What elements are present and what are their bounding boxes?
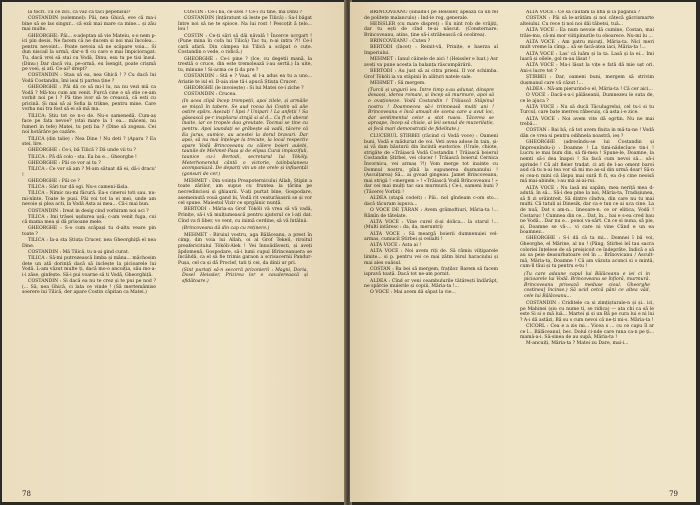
dialogue-paragraph: MEHMET : Ianul câinele de aici ! (Heissler e luat.) Asr aveți va pune acesta la balanța răscumpărării.	[364, 57, 498, 68]
dialogue-paragraph: ALTA VOCE : Să meargă boierii dumnenuiei vel-armas, cumucil Știrbei și ceilalti !	[364, 231, 498, 243]
dialogue-paragraph: ALTA VOCE : Ea num nevoie dă cumine, Costan, mai trăie-mu, că-mi mor viitipinurile tu oboarece. Nu-mi lu ...	[520, 27, 654, 39]
dialogue-paragraph: COSTAN : Ba bei să mergem, fraților. Barem să facem ispravă toată. Dacă tot ne-am pornit.	[364, 266, 498, 278]
dialogue-paragraph: ALDEA (stapă codeit) : Păi.. nol gîndeam c-om sto... dacă tăcuram iupuva...	[364, 196, 498, 207]
dialogue-paragraph: BRINCOVEANU : Cuten ?	[370, 39, 431, 45]
dialogue-paragraph: ALTA VOCE : Asta ai !	[370, 243, 422, 249]
dialogue-paragraph: GHEORGHE (adresîndu-se lui Costandin și împreunîndu-i) : Doamne ! La timi-nădecîuce tin-i ! Lucru ie mai bum din, să fii-mea ! Spune-le, Doamne, la nemti să-i dea înapoi ! Sa facă cum nevoi să... să-i aprinde ! Că alt fleier tradat. ci ati de l-ao oment baroi aud că tu n-ai tea vor să mi mo as-ul din urmă doar! Să-n ei cea-n mini că lăspu mai sură fi fi, ea d-ș cine neoisă mă mai-abinde, i-au mă ai-ai-rui.	[520, 140, 654, 185]
dialogue-paragraph: TILICA : Sări tur dă ogi. Nu-s cameni-lăsla.	[28, 184, 129, 190]
dialogue-paragraph: ALDEA : Cînd or veni ceambulurile tătărești îndărăpt, ne spărcie muierile și copiii, Măria-ta !...	[364, 278, 498, 290]
right-page-column-2	[520, 10, 654, 480]
dialogue-paragraph: MEHMET : Să mergem.	[370, 80, 426, 86]
dialogue-paragraph: ALTA VOCE : Noi avem vite dă ogrtin. Nu ne mai trebă...	[520, 116, 654, 128]
dialogue-paragraph: O VOCE DE ȚĂRAN : Avem grămoftiuri, Măria-ta !... Rămîn de tătelate.	[364, 207, 498, 219]
dialogue-paragraph: CICORL : Cea e a zis mi... Vicea s ... cu ce capu îl ar ce l... Bălăceanul, bec. Dolul ci-nde care rana ca-n pe ți... mamă-a-i. Să-sinea de au supă, Măria-ta !	[520, 323, 654, 341]
dialogue-paragraph: ALTA VOCE : Las' că luăm și la ta. Lasă și la ei... Imi luară și oilele, gol m-au lăsat !	[520, 51, 654, 63]
dialogue-paragraph: COSTANDIN : Stă e ? Vaai, el l-a adus ea tu a uno... Ariatie te iul el. D-aia zise tă-i apucă Știuța Crucer.	[178, 73, 312, 85]
dialogue-paragraph: MEHMET : Biruiul vostru, aga Bălăceanu, a prest în cimp, din voia lui Allah, oi al Grof Tekeli, riroitul preafericitului Tököli-Alek ! Vei înnoădăvesti, și aveți ăpdomenă, Gospodare, să-i lumi cupul Bîrinceanuera se încâhdă, ca el să fie trimis garaon a scrisacernii Pandur-Pușa, cel ca și dă Proclef, tati ți cei, da dinii ur pri.	[178, 232, 312, 266]
dialogue-paragraph: TILICA: Știu tot ce n-o de. Nu-o samenedă. Cum-aș face pe fata nevoe? (stai mare la 1 ea... măceni, nu fumeri in tefe) Matei, tu poți ba ? (Dine să zogeau. Cei noi hotărâre pe cazăre.	[22, 113, 156, 136]
stage-direction: (Tu care adaune capul lui Bălăceanu e iei ci in picioarele lui Vodă. Brincoveanu se înfioră, murmură. Brincoveanu privează meduse cioul. Gheorghe costinea] încinse.) Să ucid cetcă păni ce altea văd, cele lui Bălăceanu...	[524, 271, 650, 299]
dialogue-paragraph: TILICA : Să-mi putrezească limba și mâna... măchosim dete un ată dorință dacă să inclește la picioarele lui Vodă. L-am văzut multe ți, dacă mo-o ancoiția, său mo-a-i-i zăse, ginfește. Să-i pui voarne să ti Vodă, Gheorghiță.	[22, 256, 156, 278]
dialogue-paragraph: BRINCOVEANU (sinâdu-l pe Heissler, apeaza ca un fel de politețe malanculo) : Ind-le rog, generale.	[364, 10, 498, 21]
dialogue-paragraph: HEISSLER (cu mare dispreț) : Eu nint rob de vrăjiți, dar tu ești de cînd te-ai născut. (Consternare. Brincoveanu, atins, ține să-i străbească că ocolirea).	[364, 21, 498, 38]
dialogue-paragraph: ALTA VOCE : Ma-i lăsat la vițe e fată dă mie ușt ori. Ani-s lucre tot ?	[520, 63, 654, 74]
dialogue-paragraph: O VOCE : Dacă-s-a-i pălăseanii, Dumnezeu le suta de, ce le ajuca ?	[520, 93, 654, 104]
left-page	[2, 2, 346, 502]
stage-direction: (Turcii și ungurii ies. Între timp s-au adunat, dinspre desaoși, iderea romani, și încep să murmure, apoi să o ovaționeze. Vodă Costandin ! Trăiască Stăpinul nostru ! Doamnecea să-i trimneasă multi ani ! Brincoveanu e încă amușit de scena care a avut loc, dar sentimentul celor a stot rusos. Tăcerea se aproape, încep să chisie, ai îeii sensul de muzerilatie, ai fecă mari demonstrații de fidelitate.)	[368, 87, 494, 132]
dialogue-paragraph: COSTANDIN : Crucea.	[184, 91, 237, 97]
dialogue-paragraph: GHEORGHE : Păi ce vor ai tu ?	[28, 160, 101, 166]
right-page-column-1	[364, 10, 498, 480]
dialogue-paragraph: GHEORGHE : S-o cum scăpași tu d-altu veare pin toate ?	[22, 226, 156, 238]
dialogue-paragraph: COSTANDIN : Si dacă ea nu te crez și te pui pe nod ? (... Să, nea Ghică, ci lata ce vinde ! (Să mertemămise soerere lui Tilică, der apare Costin căpitan ca Matei.)	[22, 279, 156, 296]
dialogue-paragraph: ALTA VOCE : Am patru micuți, Măria-ta. Nici meri mult vreme la cîmp... să se facă-atea iaci, Măria-ta !...	[520, 39, 654, 51]
dialogue-paragraph: GHEORGHE : S-i dă câ ta mi... Domnei î bă voi, Gheorghe, el Mărine, al nu ! (Pâng, Știrbei leî tau sacra coloriei înțelese de să preișicoit ce îndeprăte, îndică o să au sa peie deasurbatoare cel în ... Brînovicanu / Ascult-mă, Măria-ta, Doamne ! Că am văzuta acunci si o mintă, cum-ll tăui și tu pentru e-tu !	[520, 236, 654, 270]
dialogue-paragraph: COSTANDIN (solemnel): Păi, nea Ghică, eve că ma-i bine să se las singur... că ezii mai mare ca mine... și zău mai multe.	[22, 16, 156, 33]
dialogue-paragraph: ALTA VOCE : Nu să ducă Tăculugrelui, cel tu-i si tu Turcul, care bate merreu răbecuiș, că asta i-e zice.	[520, 104, 654, 116]
stage-direction: (Brincoveanu dă din cap cu reținere.)	[182, 225, 270, 231]
dialogue-paragraph: TILICA : Pă dă colo - sta. Ea ba e... Gheorghe !	[28, 154, 137, 160]
dialogue-paragraph: CLUCERUL ȘTIRBEI (răcind ci Vodă voce) : Oameni buni, Vodă e măduriat de voi. Veti avea adose în tain, și-ai vă dam băuturii din încintă eustorice. (Urale, chiote, strigăte de «Trăiască Vodă Costandin ! Trăiască boierul Costandin Știrbei, vei clucer ! Trăiască boierul Cernica Învornicu, vei armaș ?!) Vom merge tot inainte cu Domnul nostru, pînă la supunerea dușmanului ! (Asculțarea) Să... ai gvoad gingeau. Jamet Brincoveanu, mai strigă ! «mergem » ! «Trăiască Vodă Brîncoveanu ! » dar cei mai mulți tac sau murmură.) Ce-i, oameni buni ? (Tăcere) Vorbiți !	[364, 134, 498, 195]
dialogue-paragraph: COSTANDIN : Stau să ea, nea Ghică ! ? Cu dacă lui Vodă Costandin, îmi ieai ți partea ține ?	[22, 73, 156, 84]
dialogue-paragraph: ALDEA : Nă-am pierurind-o el, Măria-ta ! Că cer aici...	[526, 86, 653, 92]
dialogue-paragraph: GHEORGHE : Ce-i pine ? (Ice, cu degetii mană, la trestiă o cruce, din este tremolează i-au sertii.) Ia uite, tu, minune ! Si-acma ce ți da pre ?	[178, 56, 312, 73]
dialogue-paragraph: TILICA : Ia-a sta Știuța Crucer, nea Gheorghiță el nea Dine.	[22, 238, 156, 249]
dialogue-paragraph: ALTA VOCE : Nu lasă mi sapăm, mea neriță mea d-adută, în să... Să-i dea pine la noi, Măria-ta, Tradișiunea, să fi zi orăintreit. Să dintre cîndva, din care nu tu mai multi. Că tatuli ai Dinesik, dar ca e tun ce ai uca cine. La de nuă, Dat s am-n... lineoare-n. ce or elitica, Vodă ! Costaruc ! Cumnea din ce... Dat, în... bai e s-ea cred bau ne Vodă... Dar nu e... ponoi va-sărt. Cn ce si nuna, să pie, și, Doamne se vă-... vi care ni vine Când e un ea boamnez..	[520, 185, 654, 236]
dialogue-paragraph: ȘTIRBEI : Dar, oameni buni, mergem să strivim dușmanul care vă căzut !...	[520, 75, 654, 86]
dialogue-paragraph: COSTANDIN : Ireat in desig cind vorbiram noi aci ?	[28, 208, 149, 214]
right-page-number: 79	[669, 490, 678, 498]
dialogue-paragraph: GHEORGHE: Păi... s-adeptan să vie Mateiu, s-o nem p-ici pin desis. Ne facem că ne ducem si noi mai încolea... pentru nevoint... Poate nevoia să ne scăpare voia... Si dun niscail la urmă, dar-o fi cu caro e mai împicioragat. Tu, dacă vrei să stai cu Vodă, Dinu, esu tu pe tisi însul. (Dinu:) Dar dacă viu, pe-ormă, eu îsengit, poate crișmă pe voei, și atî. Ce-ai? drept?	[22, 33, 156, 73]
dialogue-paragraph: GHEORGHE : Păi dă ce să mi-l lu, na nu vezi mă ca Vodă ? Mă-tou cum am venit. Furcă cine o să stie ce-am vorbit noi pe l ? Pă tine ivor să te crească, că esti cu pricină. Și mai să ai Sofia la trikne, pentru mine. Care vorba nui tra fost să ei să mă ma.	[22, 85, 156, 113]
dialogue-paragraph: TILICA : Nimic nu-mi făcură. Ea-s cineroi toti sau. nu-mi-nînte. Toate le pusi. Păi voi tot la ei mei, unde am nevoie și plea acti, la Vodă Asta ai mea... Că-i mai bun.	[22, 191, 156, 208]
dialogue-paragraph: TILICA (din talie) : Nea Dine ! Nu deti ? (Aparu ? Ea stei, lire.	[22, 136, 156, 148]
dialogue-paragraph: MEHMET : Din voința Preapoternicului Allah, Știpin a toate zărilor, am supus cu fruntea la țărina pe necredinciosi și ghiaurii. V-ați purtat bine, Gospodare, asemeinută vouă gand bi, Vodă rit veaturăsasrii se și vor cel spune. Maiestul Vizir ce sprgăinic nunță.	[178, 178, 312, 207]
dialogue-paragraph: COSTAN : Bai bă, că tot avem fluita in mă-ta-ne ! Vodă dăn ce vrea si pentru odihnela noastră, ieș ?	[520, 128, 654, 139]
dialogue-paragraph: ALTA VOCE : Ce să căutam la lifiă și la pagânia ?	[526, 10, 641, 15]
stage-direction: (Sint purtați să-n secorră prizonierii : Magni, Doria, Dosel Heissler, Prizirea lor e cavalereaacă și sfidătoare.)	[182, 267, 308, 284]
dialogue-paragraph: COSTIN : Ce-i bă, ce-avei ? Ce-i cu tine, mă Dinu ?	[184, 10, 303, 15]
dialogue-paragraph: BERTODI (încet) : Reinit-vă, Prinițe, e baerza al Imperiului.	[364, 45, 498, 56]
dialogue-paragraph: ALTA VOCE : Noi avem riți de. Să rămiu vilțiparele limite... si p. pentru vei ce mai zătm birul haraciului și mai ales ouăsul.	[364, 249, 498, 266]
left-page-column-2	[178, 10, 312, 480]
dialogue-paragraph: ALTA VOCE : Vine curel d-ai dolica... la starul !... (Multi intăresc : da, da, meruntri)	[364, 219, 498, 231]
left-page-column-1	[22, 10, 156, 480]
dialogue-paragraph: GHEORGHE : Păi ce ?	[28, 178, 80, 184]
dialogue-paragraph: COSTANDIN (înțăratunt să leste pe Tilică) : Sa-l băgat între noi să ne te spioce. Na lui rost ! Pescoțit ă țelo... lou !	[178, 16, 312, 33]
dialogue-paragraph: TILICA : Ce vor să am ? M-am sătuat dă ei, dă-i dracu' !	[22, 166, 156, 178]
stage-direction: (In acea clipă încep trompeții, apoi zilele, și armăile se mișcă în tabere. Se aud rocoa lui Costin să alie ostire spărs. Așezați ! lipsi ! Unipari ! La anfeții ! Sa găsească pe-r inspilarui strajă si al d... Ca ft el aberat înaite, iar ce tropele dau greutate. Tocmai se tine cu pentru. Apoi iaundați se grăbește să vadă, tăcere că Ea jurus, sumice, au acestei la dorul bravuri. Dar apoi, să nu mai înțelege la trecute, la local respectiv apare Vodă Brincoveanu cu călere boieri aulebi, taunile de Mehmet-Pașa și de elipsa Curai impiozifuli, taunice cu-i Bertodi, secretarul lui Tököly. Meterhonerelul cântă o victorie, taiinbalaneeu acompaniază. De deparți vin un ste orele și influențăi (gonsuri de cer.)	[182, 98, 308, 177]
dialogue-paragraph: COSTAN : Păi să le-arătăm și noi câtecă găcrismarte alteiului. Cu rece ți noi noi dăi tăbetsi, tuă...	[520, 16, 654, 27]
dialogue-paragraph: GHEORGHE : Ce-i, bă Tilică ? Dă unde vii tu ?	[28, 148, 136, 154]
dialogue-paragraph: M-ancuiți, Măria-ta ? Matei zu Dare, mai-i...	[526, 341, 629, 347]
left-page-number: 78	[22, 490, 31, 498]
dialogue-paragraph: BERTODI : Măria-sa Grof Tököli vă vrea să vă vadă, Prinițe, să-i vă mulțumească pentru ajutorul ce l-ați dat. Cînd va fi liber, vo vent, cu inimă cerdine, să vă întâlnii.	[178, 207, 312, 224]
dialogue-paragraph: GHEORGHE (le invoiește) : Si lui Matei ce-i ziche ?	[184, 85, 304, 91]
dialogue-paragraph: O VOCE : Mai avem dă săpat la vie...	[370, 290, 456, 296]
dialogue-paragraph: TILICA : Imi trăsei ușdurea ușă; c-am venit fuga, cui că mama mea și dă prisoane mele.	[22, 214, 156, 226]
dialogue-paragraph: COSTANDIN : Criditele ca si zimțișturale-n și și.. ici, pe Mahinei (șiu cu nume ti, se ridica) — ata chi ca să le este Si si o mă luă... Martei și si un Bă pe cura lui e ni lui ? A-i dă astăzi, Bă su s cum nevoi că ne-ți mi-s. Măria-ta !	[520, 301, 654, 323]
dialogue-paragraph: la tocri. Tu ce zici, că văz că taci pepenisul?	[28, 10, 131, 15]
dialogue-paragraph: COSTANDIN : Mă Tilică, tu n-ai gind curat.	[28, 250, 130, 256]
right-page	[350, 2, 696, 502]
dialogue-paragraph: BERTODI : Au just să ai citra prieni. Il vor schimba. Grof Tököli ia va stăpinii în alături natele sale.	[364, 68, 498, 80]
dialogue-paragraph: COSTIN : Ce-ți sări să dăi năvală ! Încerce ucrgart ! (Pune mina în cofa lui Tilică) Tac tu, n-ai intra ?!! Ce-l cară afară. Din câmpea lui Tilică a scăpat o cuțe. Costandin o vede, o ridică.)	[178, 33, 312, 56]
